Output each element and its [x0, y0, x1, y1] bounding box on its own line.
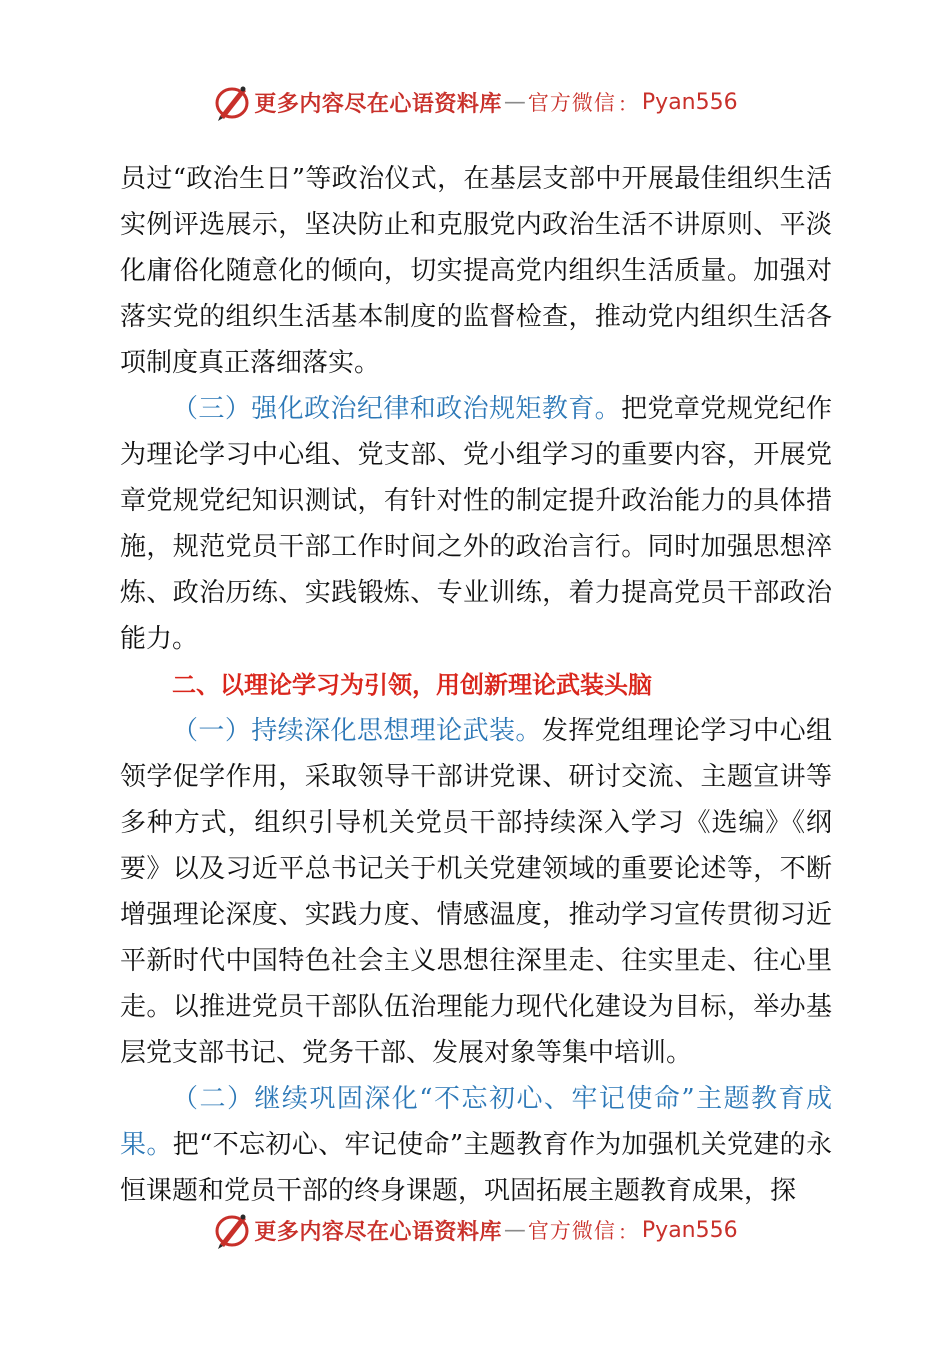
section-heading-2: 二、以理论学习为引领，用创新理论武装头脑: [172, 671, 652, 699]
paragraph-4-body: 把“不忘初心、牢记使命”主题教育作为加强机关党建的永恒课题和党员干部的终身课题，巩固拓展主题教育成果，探: [120, 1130, 832, 1206]
paragraph-2-body: 把党章党规党纪作为理论学习中心组、党支部、党小组学习的重要内容，开展党章党规党纪知识测试，有针对性的制定提升政治能力的具体措施，规范党员干部工作时间之外的政治言行。同时加强思想淬炼、政治历练、实践锻炼、专业训练，着力提高党员干部政治能力。: [120, 394, 832, 654]
banner-official-label: 官方微信: [527, 91, 616, 115]
banner-dash: —: [503, 89, 526, 115]
paragraph-2: [120, 386, 832, 662]
paragraph-1: 员过“政治生日”等政治仪式，在基层支部中开展最佳组织生活实例评选展示，坚决防止和克服党内政治生活不讲原则、平淡化庸俗化随意化的倾向，切实提高党内组织生活质量。加强对落实党的组织生活基本制度的监督检查，推动党内组织生活各项制度真正落细落实。: [120, 164, 832, 378]
pen-logo-icon: [212, 1210, 252, 1250]
banner-official-label: 官方微信: [527, 1219, 616, 1243]
banner-wechat-id: Pyan556: [641, 1217, 738, 1243]
subheading-1: （一）持续深化思想理论武装。: [172, 716, 542, 746]
banner-colon: ：: [617, 1219, 638, 1244]
banner-colon: ：: [617, 91, 638, 116]
subheading-2: （二）继续巩固深化“不忘初心、牢记使命”主题教育成果。: [120, 1084, 832, 1160]
document-body: [120, 156, 832, 1214]
banner-dash: —: [503, 1217, 526, 1243]
banner-lead-text: 更多内容尽在心语资料库: [254, 91, 502, 117]
paragraph-4: [120, 1076, 832, 1214]
paragraph-3: [120, 708, 832, 1076]
subheading-3: （三）强化政治纪律和政治规矩教育。: [172, 394, 622, 424]
pen-logo-icon: [212, 82, 252, 122]
paragraph-3-body: 发挥党组理论学习中心组领学促学作用，采取领导干部讲党课、研讨交流、主题宣讲等多种方式，组织引导机关党员干部持续深入学习《选编》《纲要》以及习近平总书记关于机关党建领域的重要论述等，不断增强理论深度、实践力度、情感温度，推动学习宣传贯彻习近平新时代中国特色社会主义思想往深里走、往实里走、往心里走。以推进党员干部队伍治理能力现代化建设为目标，举办基层党支部书记、党务干部、发展对象等集中培训。: [120, 716, 832, 1068]
header-watermark: [0, 80, 950, 124]
footer-watermark: [0, 1208, 950, 1252]
banner-lead-text: 更多内容尽在心语资料库: [254, 1219, 502, 1245]
banner-wechat-id: Pyan556: [641, 89, 738, 115]
